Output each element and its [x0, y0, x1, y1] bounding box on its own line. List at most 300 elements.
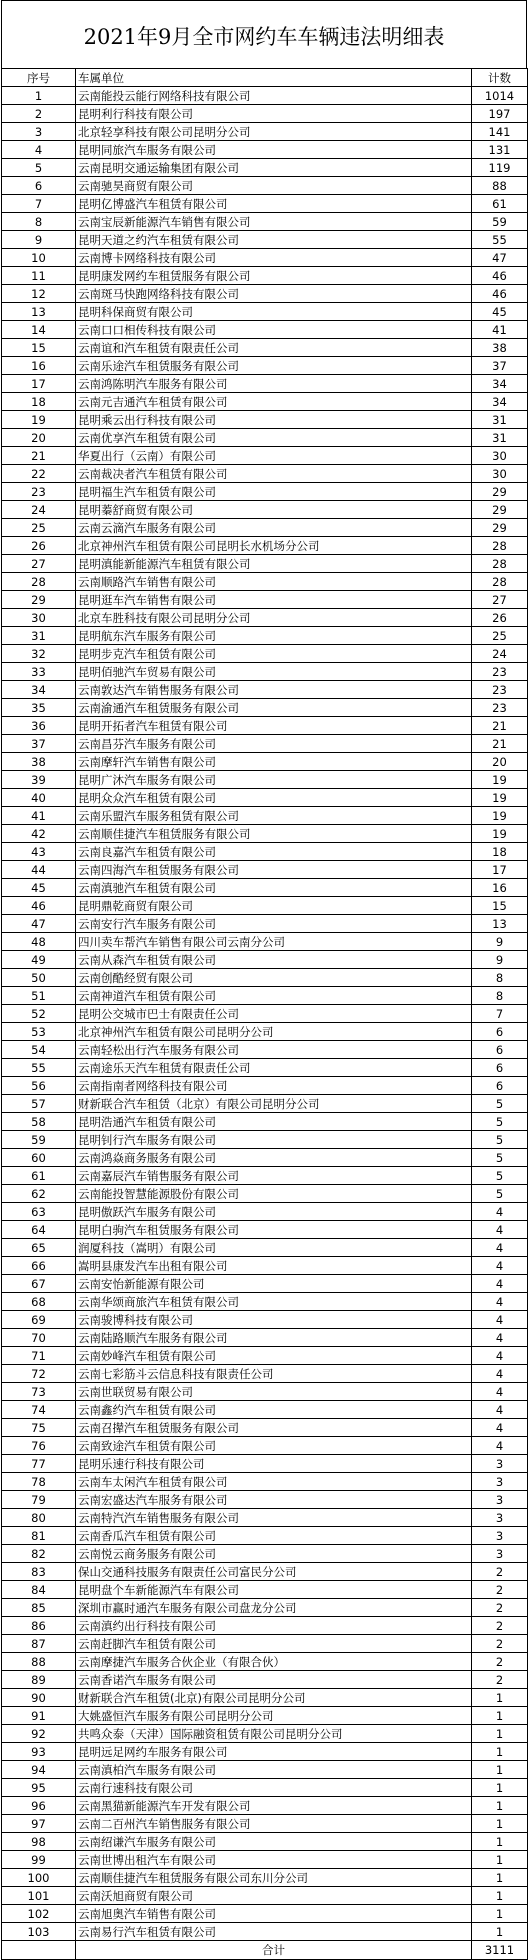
row-count: 2: [472, 1617, 528, 1635]
row-count: 28: [472, 573, 528, 591]
row-number: 27: [2, 555, 76, 573]
row-count: 55: [472, 231, 528, 249]
row-count: 37: [472, 357, 528, 375]
row-count: 17: [472, 861, 528, 879]
row-count: 1: [472, 1725, 528, 1743]
row-company: 云南驰昊商贸有限公司: [76, 177, 472, 195]
row-number: 84: [2, 1581, 76, 1599]
row-company: 昆明乐速行科技有限公司: [76, 1455, 472, 1473]
table-row: [2, 1131, 528, 1149]
row-count: 4: [472, 1365, 528, 1383]
row-count: 34: [472, 393, 528, 411]
row-number: 29: [2, 591, 76, 609]
table-row: [2, 627, 528, 645]
row-count: 1: [472, 1815, 528, 1833]
table-row: [2, 789, 528, 807]
row-count: 18: [472, 843, 528, 861]
table-row: [2, 1293, 528, 1311]
row-number: 93: [2, 1743, 76, 1761]
row-number: 73: [2, 1383, 76, 1401]
row-company: 云南四海汽车租赁服务有限公司: [76, 861, 472, 879]
table-row: [2, 1329, 528, 1347]
table-row: [2, 1545, 528, 1563]
row-company: 云南旭奥汽车销售有限公司: [76, 1905, 472, 1923]
row-company: 云南博卡网络科技有限公司: [76, 249, 472, 267]
row-count: 19: [472, 789, 528, 807]
row-company: 昆明鼎乾商贸有限公司: [76, 897, 472, 915]
row-company: 昆明科保商贸有限公司: [76, 303, 472, 321]
row-company: 昆明福生汽车租赁有限公司: [76, 483, 472, 501]
row-number: 23: [2, 483, 76, 501]
row-count: 2: [472, 1671, 528, 1689]
row-company: 北京神州汽车租赁有限公司昆明长水机场分公司: [76, 537, 472, 555]
row-number: 58: [2, 1113, 76, 1131]
row-count: 2: [472, 1563, 528, 1581]
table-row: [2, 1257, 528, 1275]
table-row: [2, 465, 528, 483]
row-company: 云南摩轩汽车销售有限公司: [76, 753, 472, 771]
row-count: 5: [472, 1149, 528, 1167]
row-number: 64: [2, 1221, 76, 1239]
row-count: 46: [472, 267, 528, 285]
table-row: [2, 303, 528, 321]
row-company: 昆明利行科技有限公司: [76, 105, 472, 123]
table-row: [2, 447, 528, 465]
table-row: [2, 1095, 528, 1113]
row-number: 4: [2, 141, 76, 159]
row-count: 4: [472, 1275, 528, 1293]
row-count: 141: [472, 123, 528, 141]
header-company: 车属单位: [76, 69, 472, 87]
row-number: 41: [2, 807, 76, 825]
header-row: [2, 69, 528, 87]
row-number: 66: [2, 1257, 76, 1275]
row-company: 云南裁决者汽车租赁有限公司: [76, 465, 472, 483]
table-row: [2, 375, 528, 393]
row-count: 23: [472, 699, 528, 717]
row-number: 102: [2, 1905, 76, 1923]
row-count: 3: [472, 1473, 528, 1491]
table-row: [2, 861, 528, 879]
row-number: 90: [2, 1689, 76, 1707]
table-row: [2, 177, 528, 195]
table-row: [2, 1761, 528, 1779]
row-number: 83: [2, 1563, 76, 1581]
row-count: 31: [472, 429, 528, 447]
table-row: [2, 1347, 528, 1365]
table-row: [2, 1815, 528, 1833]
row-count: 23: [472, 681, 528, 699]
row-number: 13: [2, 303, 76, 321]
row-number: 77: [2, 1455, 76, 1473]
table-row: [2, 915, 528, 933]
row-number: 16: [2, 357, 76, 375]
row-company: 华夏出行（云南）有限公司: [76, 447, 472, 465]
row-number: 9: [2, 231, 76, 249]
row-count: 4: [472, 1239, 528, 1257]
row-count: 119: [472, 159, 528, 177]
total-value: 3111: [472, 1941, 528, 1960]
row-company: 昆明傲跃汽车服务有限公司: [76, 1203, 472, 1221]
table-row: [2, 1419, 528, 1437]
table-row: [2, 825, 528, 843]
row-count: 4: [472, 1437, 528, 1455]
row-count: 1: [472, 1887, 528, 1905]
row-count: 46: [472, 285, 528, 303]
row-number: 59: [2, 1131, 76, 1149]
row-number: 40: [2, 789, 76, 807]
row-count: 4: [472, 1257, 528, 1275]
table-row: [2, 771, 528, 789]
row-company: 昆明钊行汽车服务有限公司: [76, 1131, 472, 1149]
table-row: [2, 933, 528, 951]
table-row: [2, 159, 528, 177]
table-row: [2, 1041, 528, 1059]
row-count: 3: [472, 1545, 528, 1563]
table-row: [2, 501, 528, 519]
row-company: 财新联合汽车租赁(北京)有限公司昆明分公司: [76, 1689, 472, 1707]
row-company: 云南妙峰汽车租赁有限公司: [76, 1347, 472, 1365]
table-body: [2, 87, 528, 1941]
row-company: 云南顺佳捷汽车租赁服务有限公司东川分公司: [76, 1869, 472, 1887]
row-company: 云南昌芬汽车服务有限公司: [76, 735, 472, 753]
table-row: [2, 1689, 528, 1707]
row-number: 86: [2, 1617, 76, 1635]
row-count: 30: [472, 465, 528, 483]
violation-table: [1, 68, 528, 1960]
row-number: 67: [2, 1275, 76, 1293]
row-number: 76: [2, 1437, 76, 1455]
row-count: 34: [472, 375, 528, 393]
row-number: 79: [2, 1491, 76, 1509]
row-company: 云南良嘉汽车租赁有限公司: [76, 843, 472, 861]
table-row: [2, 1923, 528, 1941]
table-row: [2, 519, 528, 537]
row-count: 3: [472, 1509, 528, 1527]
table-row: [2, 1437, 528, 1455]
row-count: 4: [472, 1221, 528, 1239]
row-count: 41: [472, 321, 528, 339]
table-row: [2, 1491, 528, 1509]
row-company: 云南顺路汽车销售有限公司: [76, 573, 472, 591]
row-number: 81: [2, 1527, 76, 1545]
table-row: [2, 987, 528, 1005]
row-number: 103: [2, 1923, 76, 1941]
table-row: [2, 897, 528, 915]
table-row: [2, 1203, 528, 1221]
row-count: 3: [472, 1455, 528, 1473]
row-count: 1: [472, 1707, 528, 1725]
row-count: 45: [472, 303, 528, 321]
row-count: 21: [472, 735, 528, 753]
row-count: 4: [472, 1329, 528, 1347]
row-number: 101: [2, 1887, 76, 1905]
row-company: 昆明步克汽车租赁有限公司: [76, 645, 472, 663]
row-number: 74: [2, 1401, 76, 1419]
row-company: 昆明开拓者汽车租赁有限公司: [76, 717, 472, 735]
table-row: [2, 1779, 528, 1797]
row-number: 34: [2, 681, 76, 699]
row-number: 14: [2, 321, 76, 339]
row-number: 69: [2, 1311, 76, 1329]
row-number: 28: [2, 573, 76, 591]
table-row: [2, 411, 528, 429]
row-count: 4: [472, 1401, 528, 1419]
row-company: 云南香瓜汽车租赁有限公司: [76, 1527, 472, 1545]
row-number: 17: [2, 375, 76, 393]
row-number: 91: [2, 1707, 76, 1725]
row-number: 53: [2, 1023, 76, 1041]
row-number: 31: [2, 627, 76, 645]
table-row: [2, 609, 528, 627]
row-number: 46: [2, 897, 76, 915]
violation-sheet: [1, 0, 527, 1960]
row-count: 6: [472, 1041, 528, 1059]
row-company: 云南沃旭商贸有限公司: [76, 1887, 472, 1905]
row-count: 5: [472, 1185, 528, 1203]
row-count: 29: [472, 519, 528, 537]
table-row: [2, 1023, 528, 1041]
row-number: 63: [2, 1203, 76, 1221]
row-count: 1: [472, 1761, 528, 1779]
row-number: 49: [2, 951, 76, 969]
table-row: [2, 1401, 528, 1419]
table-row: [2, 1833, 528, 1851]
row-number: 52: [2, 1005, 76, 1023]
row-number: 50: [2, 969, 76, 987]
row-count: 4: [472, 1311, 528, 1329]
row-number: 80: [2, 1509, 76, 1527]
row-number: 71: [2, 1347, 76, 1365]
row-count: 6: [472, 1077, 528, 1095]
row-number: 94: [2, 1761, 76, 1779]
row-company: 昆明天道之约汽车租赁有限公司: [76, 231, 472, 249]
table-row: [2, 735, 528, 753]
row-count: 30: [472, 447, 528, 465]
row-number: 37: [2, 735, 76, 753]
table-row: [2, 1113, 528, 1131]
row-company: 云南世博出租汽车有限公司: [76, 1851, 472, 1869]
row-company: 财新联合汽车租赁（北京）有限公司昆明分公司: [76, 1095, 472, 1113]
row-count: 1: [472, 1689, 528, 1707]
row-count: 47: [472, 249, 528, 267]
table-row: [2, 555, 528, 573]
table-row: [2, 1275, 528, 1293]
row-company: 云南鸿焱商务服务有限公司: [76, 1149, 472, 1167]
row-company: 云南宝辰新能源汽车销售有限公司: [76, 213, 472, 231]
row-count: 21: [472, 717, 528, 735]
row-count: 26: [472, 609, 528, 627]
row-company: 云南行速科技有限公司: [76, 1779, 472, 1797]
row-company: 云南摩捷汽车服务合伙企业（有限合伙）: [76, 1653, 472, 1671]
table-row: [2, 213, 528, 231]
table-row: [2, 1167, 528, 1185]
table-row: [2, 1725, 528, 1743]
table-row: [2, 699, 528, 717]
row-count: 1: [472, 1743, 528, 1761]
table-row: [2, 1473, 528, 1491]
row-company: 北京神州汽车租赁有限公司昆明分公司: [76, 1023, 472, 1041]
table-row: [2, 1221, 528, 1239]
row-number: 62: [2, 1185, 76, 1203]
row-number: 100: [2, 1869, 76, 1887]
table-row: [2, 1563, 528, 1581]
total-row: [2, 1941, 528, 1960]
table-row: [2, 663, 528, 681]
table-row: [2, 537, 528, 555]
row-company: 云南鑫约汽车租赁有限公司: [76, 1401, 472, 1419]
header-no: 序号: [2, 69, 76, 87]
table-row: [2, 1527, 528, 1545]
row-company: 云南安行汽车服务有限公司: [76, 915, 472, 933]
row-company: 昆明滇能新能源汽车租赁有限公司: [76, 555, 472, 573]
table-row: [2, 339, 528, 357]
row-count: 131: [472, 141, 528, 159]
row-company: 云南滇约出行科技有限公司: [76, 1617, 472, 1635]
row-number: 1: [2, 87, 76, 105]
row-company: 云南二百州汽车销售服务有限公司: [76, 1815, 472, 1833]
row-company: 昆明盘个车新能源汽车有限公司: [76, 1581, 472, 1599]
row-count: 31: [472, 411, 528, 429]
table-row: [2, 1905, 528, 1923]
row-number: 56: [2, 1077, 76, 1095]
row-company: 云南华颂商旅汽车租赁有限公司: [76, 1293, 472, 1311]
table-row: [2, 267, 528, 285]
table-row: [2, 285, 528, 303]
row-count: 5: [472, 1131, 528, 1149]
row-number: 92: [2, 1725, 76, 1743]
row-number: 5: [2, 159, 76, 177]
row-company: 共鸣众泰（天津）国际融资租赁有限公司昆明分公司: [76, 1725, 472, 1743]
row-company: 云南顺佳捷汽车租赁服务有限公司: [76, 825, 472, 843]
total-label: 合计: [76, 1941, 472, 1960]
row-count: 1014: [472, 87, 528, 105]
row-number: 61: [2, 1167, 76, 1185]
table-row: [2, 1509, 528, 1527]
row-company: 云南滇柏汽车服务有限公司: [76, 1761, 472, 1779]
row-count: 88: [472, 177, 528, 195]
row-company: 云南谊和汽车租赁有限责任公司: [76, 339, 472, 357]
row-number: 98: [2, 1833, 76, 1851]
row-company: 云南赶脚汽车租赁有限公司: [76, 1635, 472, 1653]
row-company: 保山交通科技服务有限责任公司富民分公司: [76, 1563, 472, 1581]
row-number: 97: [2, 1815, 76, 1833]
row-count: 16: [472, 879, 528, 897]
row-company: 昆明逛车汽车销售有限公司: [76, 591, 472, 609]
row-count: 4: [472, 1203, 528, 1221]
row-count: 59: [472, 213, 528, 231]
table-row: [2, 483, 528, 501]
header-count: 计数: [472, 69, 528, 87]
row-count: 1: [472, 1923, 528, 1941]
row-company: 云南昆明交通运输集团有限公司: [76, 159, 472, 177]
table-row: [2, 1851, 528, 1869]
row-company: 云南黑猫新能源汽车开发有限公司: [76, 1797, 472, 1815]
row-number: 65: [2, 1239, 76, 1257]
table-row: [2, 1707, 528, 1725]
table-row: [2, 357, 528, 375]
table-row: [2, 1653, 528, 1671]
row-number: 11: [2, 267, 76, 285]
row-company: 云南云滴汽车服务有限公司: [76, 519, 472, 537]
row-company: 云南创酷经贸有限公司: [76, 969, 472, 987]
sheet-title: 2021年9月全市网约车车辆违法明细表: [1, 0, 527, 68]
row-company: 深圳市赢时通汽车服务有限公司盘龙分公司: [76, 1599, 472, 1617]
row-number: 24: [2, 501, 76, 519]
row-company: 云南渝通汽车租赁服务有限公司: [76, 699, 472, 717]
row-number: 12: [2, 285, 76, 303]
row-company: 云南悦云商务服务有限公司: [76, 1545, 472, 1563]
row-count: 1: [472, 1851, 528, 1869]
table-row: [2, 429, 528, 447]
table-row: [2, 1005, 528, 1023]
table-row: [2, 951, 528, 969]
table-row: [2, 717, 528, 735]
row-number: 88: [2, 1653, 76, 1671]
row-company: 云南优享汽车租赁有限公司: [76, 429, 472, 447]
row-count: 27: [472, 591, 528, 609]
table-row: [2, 1365, 528, 1383]
table-row: [2, 87, 528, 105]
row-number: 32: [2, 645, 76, 663]
row-count: 3: [472, 1527, 528, 1545]
row-count: 4: [472, 1419, 528, 1437]
row-count: 8: [472, 987, 528, 1005]
table-row: [2, 1617, 528, 1635]
row-number: 72: [2, 1365, 76, 1383]
row-company: 云南能投云能行网络科技有限公司: [76, 87, 472, 105]
row-company: 云南乐盟汽车服务租赁有限公司: [76, 807, 472, 825]
row-company: 云南陆路顺汽车服务有限公司: [76, 1329, 472, 1347]
row-count: 28: [472, 555, 528, 573]
row-count: 28: [472, 537, 528, 555]
row-count: 8: [472, 969, 528, 987]
table-row: [2, 141, 528, 159]
row-company: 云南途乐天汽车租赁有限责任公司: [76, 1059, 472, 1077]
row-company: 云南嘉辰汽车销售服务有限公司: [76, 1167, 472, 1185]
row-company: 云南鸿陈明汽车服务有限公司: [76, 375, 472, 393]
table-row: [2, 249, 528, 267]
row-number: 39: [2, 771, 76, 789]
row-company: 云南敦达汽车销售服务有限公司: [76, 681, 472, 699]
row-count: 1: [472, 1797, 528, 1815]
table-row: [2, 105, 528, 123]
table-row: [2, 645, 528, 663]
row-company: 云南元吉通汽车租赁有限公司: [76, 393, 472, 411]
row-company: 云南香诺汽车服务有限公司: [76, 1671, 472, 1689]
row-count: 1: [472, 1905, 528, 1923]
table-row: [2, 1077, 528, 1095]
row-number: 95: [2, 1779, 76, 1797]
row-count: 197: [472, 105, 528, 123]
row-company: 云南致途汽车租赁有限公司: [76, 1437, 472, 1455]
row-count: 24: [472, 645, 528, 663]
row-number: 45: [2, 879, 76, 897]
table-row: [2, 123, 528, 141]
row-number: 33: [2, 663, 76, 681]
table-row: [2, 1671, 528, 1689]
table-row: [2, 1887, 528, 1905]
table-row: [2, 1185, 528, 1203]
row-count: 25: [472, 627, 528, 645]
table-row: [2, 1797, 528, 1815]
row-company: 云南口口相传科技有限公司: [76, 321, 472, 339]
row-number: 48: [2, 933, 76, 951]
row-count: 5: [472, 1095, 528, 1113]
row-number: 18: [2, 393, 76, 411]
row-count: 19: [472, 807, 528, 825]
row-number: 21: [2, 447, 76, 465]
